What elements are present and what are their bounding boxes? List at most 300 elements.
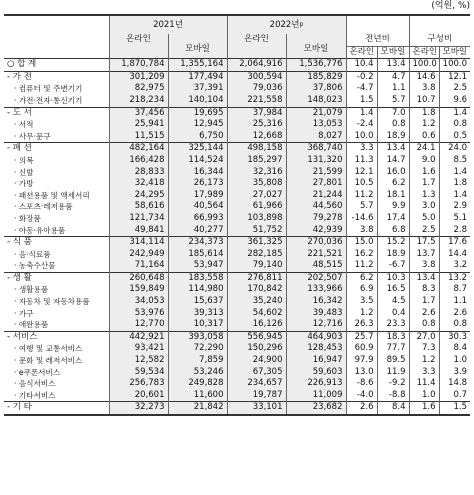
- row-cell: 60.9: [346, 343, 377, 355]
- table-row: [4, 178, 470, 190]
- header-yoy: 전년비: [346, 34, 409, 46]
- row-cell: 325,144: [168, 143, 227, 155]
- row-cell: 21,079: [286, 107, 346, 119]
- row-cell: 25,316: [227, 119, 286, 131]
- row-cell: 16.5: [377, 284, 409, 296]
- row-cell: 226,913: [286, 378, 346, 390]
- row-label: · 가구: [14, 308, 34, 318]
- row-label: - 식 품: [4, 237, 109, 249]
- row-label: - 가 전: [4, 71, 109, 83]
- row-cell: -4.7: [346, 83, 377, 95]
- row-cell: 1.1: [377, 83, 409, 95]
- table-row: [4, 83, 470, 95]
- header-yoy-mobile: 모바일: [377, 46, 409, 59]
- row-cell: 25.7: [346, 331, 377, 343]
- row-cell: 32,273: [109, 402, 168, 415]
- header-yoy-online: 온라인: [346, 46, 377, 59]
- row-cell: 0.8: [409, 319, 439, 331]
- row-label: · 서적: [14, 120, 34, 130]
- row-cell: 17.6: [439, 237, 470, 249]
- row-cell: 556,945: [227, 331, 286, 343]
- row-cell: 16.2: [346, 249, 377, 261]
- row-cell: 3.5: [346, 296, 377, 308]
- row-cell: 37,456: [109, 107, 168, 119]
- row-cell: 39,313: [168, 308, 227, 320]
- row-cell: 13.2: [439, 272, 470, 284]
- row-cell: 11.2: [346, 260, 377, 272]
- row-cell: 242,949: [109, 249, 168, 261]
- row-cell: 301,209: [109, 71, 168, 83]
- row-cell: 2.6: [346, 402, 377, 415]
- row-cell: 2.9: [439, 201, 470, 213]
- row-cell: 4.5: [377, 296, 409, 308]
- row-label: · 의복: [14, 155, 34, 165]
- row-cell: 361,325: [227, 237, 286, 249]
- row-cell: 18.1: [377, 190, 409, 202]
- row-cell: 3.3: [409, 367, 439, 379]
- row-cell: 34,053: [109, 296, 168, 308]
- row-cell: 0.6: [409, 131, 439, 143]
- row-cell: 1.5: [439, 402, 470, 415]
- row-cell: 0.8: [439, 119, 470, 131]
- row-cell: 37,984: [227, 107, 286, 119]
- row-cell: 1.4: [346, 107, 377, 119]
- header-year-2021: 2021년: [109, 15, 227, 34]
- row-cell: 100.0: [409, 59, 439, 72]
- table-body: [4, 59, 470, 415]
- row-cell: 21,244: [286, 190, 346, 202]
- row-cell: 27.0: [409, 331, 439, 343]
- row-cell: -8.8: [377, 390, 409, 402]
- row-cell: 1.7: [409, 296, 439, 308]
- row-cell: 79,036: [227, 83, 286, 95]
- row-label: · 음·식료품: [14, 249, 51, 259]
- row-cell: 89.5: [377, 355, 409, 367]
- header-share-mobile: 모바일: [439, 46, 470, 59]
- table-row: [4, 213, 470, 225]
- row-cell: 140,104: [168, 95, 227, 107]
- row-label: · 화장품: [14, 213, 41, 223]
- row-cell: 11,515: [109, 131, 168, 143]
- row-cell: 183,558: [168, 272, 227, 284]
- header-mobile-2021: 모바일: [185, 44, 210, 54]
- row-cell: -9.2: [377, 378, 409, 390]
- row-label: · 스포츠·레저용품: [14, 202, 73, 212]
- row-cell: 12,582: [109, 355, 168, 367]
- row-cell: 7.0: [377, 107, 409, 119]
- row-cell: 32,316: [227, 167, 286, 179]
- row-cell: 5.7: [346, 201, 377, 213]
- row-cell: 13.4: [377, 59, 409, 72]
- row-cell: 114,980: [168, 284, 227, 296]
- row-cell: -2.4: [346, 119, 377, 131]
- row-cell: 8.4: [377, 402, 409, 415]
- row-label: · 농축수산물: [14, 261, 56, 271]
- row-label: · 신발: [14, 167, 34, 177]
- row-cell: 11,600: [168, 390, 227, 402]
- row-cell: 18.9: [377, 131, 409, 143]
- row-label: - 기 타: [4, 402, 109, 415]
- row-cell: 234,373: [168, 237, 227, 249]
- table-row: [4, 95, 470, 107]
- row-cell: 185,614: [168, 249, 227, 261]
- row-cell: 15.2: [377, 237, 409, 249]
- row-cell: 21,842: [168, 402, 227, 415]
- row-cell: 61,966: [227, 201, 286, 213]
- row-cell: 300,594: [227, 71, 286, 83]
- row-cell: 1,355,164: [168, 59, 227, 72]
- row-cell: 23.3: [377, 319, 409, 331]
- row-cell: 260,648: [109, 272, 168, 284]
- row-label: - 생 활: [4, 272, 109, 284]
- row-cell: 1.1: [439, 296, 470, 308]
- row-label: · 기타서비스: [14, 390, 56, 400]
- row-cell: 0.7: [439, 390, 470, 402]
- unit-label: (억원, %): [431, 1, 470, 11]
- row-cell: 51,752: [227, 225, 286, 237]
- row-cell: 19,695: [168, 107, 227, 119]
- row-cell: 35,240: [227, 296, 286, 308]
- row-cell: 11.9: [377, 367, 409, 379]
- row-cell: 27,027: [227, 190, 286, 202]
- row-cell: 256,783: [109, 378, 168, 390]
- row-cell: -8.6: [346, 378, 377, 390]
- row-cell: 2.6: [409, 308, 439, 320]
- header-blank-share-top: [409, 15, 470, 34]
- row-cell: 3.2: [439, 260, 470, 272]
- row-cell: 10.5: [346, 178, 377, 190]
- table-row: [4, 201, 470, 213]
- table-row: [4, 390, 470, 402]
- row-cell: 393,058: [168, 331, 227, 343]
- row-cell: 3.8: [409, 260, 439, 272]
- table-row: [4, 260, 470, 272]
- row-cell: -0.2: [346, 71, 377, 83]
- row-cell: 1.7: [409, 178, 439, 190]
- row-cell: 1.4: [439, 190, 470, 202]
- row-cell: 3.8: [346, 225, 377, 237]
- row-cell: 1.3: [409, 190, 439, 202]
- row-cell: 28,833: [109, 167, 168, 179]
- row-cell: 10.4: [346, 59, 377, 72]
- table-row: [4, 71, 470, 83]
- row-cell: 23,682: [286, 402, 346, 415]
- row-cell: 482,164: [109, 143, 168, 155]
- row-label: · 자동차 및 자동차용품: [14, 297, 90, 307]
- header-online-2022: 온라인: [227, 34, 286, 59]
- row-cell: 53,976: [109, 308, 168, 320]
- row-cell: 53,246: [168, 367, 227, 379]
- row-cell: 8.3: [409, 284, 439, 296]
- row-cell: 18.9: [377, 249, 409, 261]
- row-cell: 148,023: [286, 95, 346, 107]
- header-blank: [4, 15, 109, 59]
- row-cell: 464,903: [286, 331, 346, 343]
- row-cell: 13.4: [409, 272, 439, 284]
- row-cell: 5.0: [409, 213, 439, 225]
- row-cell: 21,599: [286, 167, 346, 179]
- table-row: [4, 378, 470, 390]
- row-cell: 5.7: [377, 95, 409, 107]
- table-row: [4, 143, 470, 155]
- row-cell: 103,898: [227, 213, 286, 225]
- header-share: 구성비: [409, 34, 470, 46]
- row-cell: 17.5: [409, 237, 439, 249]
- row-cell: 42,939: [286, 225, 346, 237]
- row-cell: 19,787: [227, 390, 286, 402]
- table-row: [4, 343, 470, 355]
- row-cell: 3.3: [346, 143, 377, 155]
- header-share-online: 온라인: [409, 46, 439, 59]
- row-cell: 25,941: [109, 119, 168, 131]
- table-row: [4, 296, 470, 308]
- row-label: ○ 합 계: [4, 59, 109, 72]
- row-cell: 11.3: [346, 155, 377, 167]
- row-cell: 53,947: [168, 260, 227, 272]
- row-cell: 234,657: [227, 378, 286, 390]
- row-cell: 6,750: [168, 131, 227, 143]
- row-cell: 4.7: [377, 71, 409, 83]
- row-cell: 59,534: [109, 367, 168, 379]
- row-label: · 사무·문구: [14, 131, 51, 141]
- table-row: [4, 131, 470, 143]
- row-cell: 10,317: [168, 319, 227, 331]
- header-year-2022: [227, 15, 346, 34]
- row-label: · 아동·유아용품: [14, 225, 66, 235]
- row-cell: 2.6: [439, 308, 470, 320]
- header-year-2022-text: 2022년: [269, 20, 300, 30]
- row-cell: 72,290: [168, 343, 227, 355]
- row-cell: 77.7: [377, 343, 409, 355]
- row-cell: 6.2: [346, 272, 377, 284]
- row-cell: 2.5: [409, 225, 439, 237]
- row-cell: 0.5: [439, 131, 470, 143]
- row-label: · 가전·전자·통신기기: [14, 95, 83, 105]
- row-cell: 5.1: [439, 213, 470, 225]
- row-cell: 11.2: [346, 190, 377, 202]
- row-cell: 97.9: [346, 355, 377, 367]
- row-cell: 368,740: [286, 143, 346, 155]
- row-cell: 11.4: [409, 378, 439, 390]
- row-cell: 16,344: [168, 167, 227, 179]
- row-cell: -6.7: [377, 260, 409, 272]
- row-cell: 32,418: [109, 178, 168, 190]
- row-cell: 7,859: [168, 355, 227, 367]
- row-cell: 1.6: [409, 402, 439, 415]
- stats-table: [4, 14, 470, 416]
- row-cell: 1.8: [409, 107, 439, 119]
- row-cell: 20,601: [109, 390, 168, 402]
- row-cell: 12.1: [439, 71, 470, 83]
- row-cell: 2.8: [439, 225, 470, 237]
- row-cell: 10.0: [346, 131, 377, 143]
- header-mobile-2022: 모바일: [303, 44, 329, 54]
- row-cell: 59,603: [286, 367, 346, 379]
- row-cell: 0.8: [439, 319, 470, 331]
- row-cell: 3.0: [409, 201, 439, 213]
- row-cell: 1.2: [409, 119, 439, 131]
- row-cell: 249,828: [168, 378, 227, 390]
- row-label: · 컴퓨터 및 주변기기: [14, 84, 83, 94]
- row-cell: 93,421: [109, 343, 168, 355]
- row-cell: 7.3: [409, 343, 439, 355]
- table-row: [4, 190, 470, 202]
- row-cell: 82,975: [109, 83, 168, 95]
- row-cell: 2,064,916: [227, 59, 286, 72]
- row-cell: 26.3: [346, 319, 377, 331]
- row-cell: 150,296: [227, 343, 286, 355]
- row-cell: 128,453: [286, 343, 346, 355]
- row-cell: 15.0: [346, 237, 377, 249]
- row-cell: 442,921: [109, 331, 168, 343]
- row-cell: 49,841: [109, 225, 168, 237]
- row-cell: 48,515: [286, 260, 346, 272]
- row-cell: 17.4: [377, 213, 409, 225]
- row-cell: 16.0: [377, 167, 409, 179]
- row-cell: 1.8: [439, 178, 470, 190]
- table-row: [4, 272, 470, 284]
- row-cell: 24.1: [409, 143, 439, 155]
- row-cell: 221,521: [286, 249, 346, 261]
- row-cell: 12,668: [227, 131, 286, 143]
- table-row: [4, 308, 470, 320]
- row-cell: 17,989: [168, 190, 227, 202]
- row-cell: 16,342: [286, 296, 346, 308]
- row-label: · 패션용품 및 액세서리: [14, 190, 90, 200]
- row-cell: 8,027: [286, 131, 346, 143]
- row-cell: 202,507: [286, 272, 346, 284]
- table-row: [4, 225, 470, 237]
- row-cell: 13,053: [286, 119, 346, 131]
- row-cell: 121,734: [109, 213, 168, 225]
- row-cell: 1.4: [439, 167, 470, 179]
- row-cell: 24,295: [109, 190, 168, 202]
- table-row: [4, 155, 470, 167]
- row-cell: 170,842: [227, 284, 286, 296]
- row-cell: 79,278: [286, 213, 346, 225]
- row-cell: 14.7: [377, 155, 409, 167]
- row-cell: 16,947: [286, 355, 346, 367]
- row-cell: 14.8: [439, 378, 470, 390]
- row-cell: 9.9: [377, 201, 409, 213]
- row-cell: 100.0: [439, 59, 470, 72]
- row-cell: 166,428: [109, 155, 168, 167]
- row-cell: 276,811: [227, 272, 286, 284]
- row-cell: 1.4: [439, 107, 470, 119]
- row-label: · 생활용품: [14, 285, 49, 295]
- row-cell: 6.8: [377, 225, 409, 237]
- row-cell: 13.7: [409, 249, 439, 261]
- row-cell: 40,564: [168, 201, 227, 213]
- row-cell: 10.3: [377, 272, 409, 284]
- row-cell: 0.8: [377, 119, 409, 131]
- row-label: · 문화 및 레저서비스: [14, 356, 83, 366]
- row-cell: 12,945: [168, 119, 227, 131]
- row-cell: 1.6: [409, 167, 439, 179]
- row-label: · 애완용품: [14, 320, 49, 330]
- header-blank-yoy-top: [346, 15, 409, 34]
- table-row: [4, 249, 470, 261]
- row-label: - 도 서: [4, 107, 109, 119]
- row-label: · 음식서비스: [14, 379, 56, 389]
- row-cell: 37,806: [286, 83, 346, 95]
- row-cell: 185,829: [286, 71, 346, 83]
- header-mobile-2022-blank: [286, 34, 346, 59]
- row-cell: 1,536,776: [286, 59, 346, 72]
- row-cell: 24.0: [439, 143, 470, 155]
- table-row: [4, 59, 470, 72]
- row-label: - 패 션: [4, 143, 109, 155]
- row-cell: 185,297: [227, 155, 286, 167]
- row-cell: 218,234: [109, 95, 168, 107]
- row-cell: 6.2: [377, 178, 409, 190]
- row-cell: 10.7: [409, 95, 439, 107]
- row-cell: 13.0: [346, 367, 377, 379]
- row-cell: 15,637: [168, 296, 227, 308]
- row-cell: 18.3: [377, 331, 409, 343]
- row-cell: 282,185: [227, 249, 286, 261]
- row-label: · 여행 및 교통서비스: [14, 344, 83, 354]
- table-row: [4, 167, 470, 179]
- table-row: [4, 331, 470, 343]
- row-cell: 3.8: [409, 83, 439, 95]
- row-cell: 498,158: [227, 143, 286, 155]
- row-label: · 가방: [14, 179, 34, 189]
- header-online-2021: 온라인: [109, 34, 168, 59]
- row-cell: 33,101: [227, 402, 286, 415]
- row-cell: 270,036: [286, 237, 346, 249]
- row-cell: 35,808: [227, 178, 286, 190]
- table-row: [4, 402, 470, 415]
- row-cell: 221,558: [227, 95, 286, 107]
- row-cell: 12,770: [109, 319, 168, 331]
- table-row: [4, 237, 470, 249]
- row-cell: 16,126: [227, 319, 286, 331]
- table-row: [4, 107, 470, 119]
- header-year-2022-sup: p: [299, 21, 304, 28]
- row-cell: 8.4: [439, 343, 470, 355]
- row-cell: 14.4: [439, 249, 470, 261]
- row-cell: 58,616: [109, 201, 168, 213]
- header-mobile-2021-blank: [168, 34, 227, 59]
- row-cell: 1.2: [409, 355, 439, 367]
- table-row: [4, 119, 470, 131]
- row-cell: 8.5: [439, 155, 470, 167]
- row-cell: 1,870,784: [109, 59, 168, 72]
- row-cell: 26,173: [168, 178, 227, 190]
- row-cell: 37,391: [168, 83, 227, 95]
- row-cell: 13.4: [377, 143, 409, 155]
- row-cell: 3.9: [439, 367, 470, 379]
- row-cell: 12.1: [346, 167, 377, 179]
- row-cell: 24,900: [227, 355, 286, 367]
- row-cell: 44,560: [286, 201, 346, 213]
- row-cell: 11,009: [286, 390, 346, 402]
- row-cell: 8.7: [439, 284, 470, 296]
- row-label: · e쿠폰서비스: [14, 367, 61, 377]
- row-cell: 79,140: [227, 260, 286, 272]
- row-label: - 서비스: [4, 331, 109, 343]
- row-cell: 9.6: [439, 95, 470, 107]
- row-cell: 40,277: [168, 225, 227, 237]
- row-cell: 71,164: [109, 260, 168, 272]
- row-cell: 1.5: [346, 95, 377, 107]
- row-cell: 0.4: [377, 308, 409, 320]
- row-cell: 39,483: [286, 308, 346, 320]
- row-cell: -14.6: [346, 213, 377, 225]
- table-row: [4, 319, 470, 331]
- row-cell: 114,524: [168, 155, 227, 167]
